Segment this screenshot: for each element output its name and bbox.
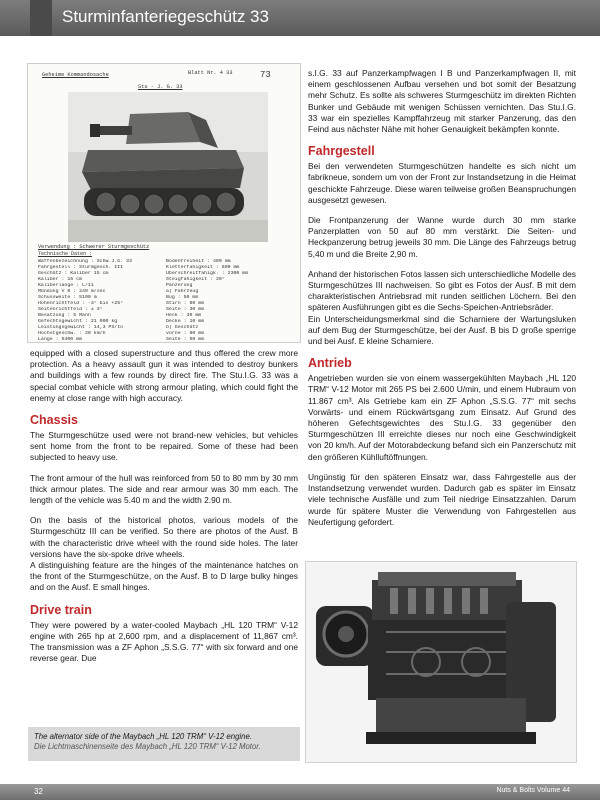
- heading-antrieb: Antrieb: [308, 356, 352, 371]
- en-chassis-p3: On the basis of the historical photos, various models of the Sturmgeschütz III can be verified. So there are photos of the Ausf. B with the characteristic drive wheel with the round side holes. The later versions have the six-spoke drive wheels.: [30, 515, 298, 559]
- german-column: [308, 68, 576, 537]
- doc-classification: Geheime Kommandosache: [42, 72, 109, 78]
- de-fahr-p3: Anhand der historischen Fotos lassen sich unterschiedliche Modelle des Sturmgeschützes III nachweisen. So gibt es Fotos der Ausf. B mit dem charakteristischen Antriebsrad mit runden seitlichen Löchern. Bei den späteren Ausführungen gibt es die Sechs-Speichen-Antriebsräder.: [308, 268, 576, 313]
- heading-chassis: Chassis: [30, 413, 78, 428]
- engine-photo: [306, 562, 576, 762]
- spec-row: Fahrgestell : Sturmgesch. III Kletterfähigkeit : 600 mm: [38, 265, 240, 270]
- spec-row: Schussweite : 5100 m Bug : 50 mm: [38, 295, 199, 300]
- doc-purpose: Verwendung : Schwerer Sturmgeschütz: [38, 244, 150, 250]
- caption-english: The alternator side of the Maybach „HL 120 TRM“ V-12 engine.: [34, 732, 252, 741]
- en-chassis-p1: The Sturmgeschütze used were not brand-new vehicles, but vehicles sent home from the front to be repaired. Some of these had been subjected to heavy use.: [30, 430, 298, 463]
- caption-german: Die Lichtmaschinenseite des Maybach „HL 120 TRM“ V-12 Motor.: [34, 742, 261, 751]
- doc-sheet-number: Blatt Nr. 4 33: [188, 70, 233, 76]
- spec-row: Seitenrichtfeld : ± 3° Seite : 30 mm: [38, 307, 205, 312]
- doc-mark: 73: [260, 70, 271, 80]
- doc-tech-head: Technische Daten :: [38, 251, 93, 257]
- spec-row: Besatzung : 5 Mann Heck : 30 mm: [38, 313, 202, 318]
- de-antrieb-p1: Angetrieben wurden sie von einem wassergekühlten Maybach „HL 120 TRM“ V-12 Motor mit 265 PS bei 2.600 U/min, und einem Hubraum von 11.867 cm³. Als Getriebe kam ein ZF Aphon „S.S.G. 77“ mit sechs Vorwärts- und einem Rückwärtsgang zum Einsatz. Auf Grund des höheren Gefechtsgewichtes des Stu.I.G. 33 gegenüber den Sturmgeschützen III erreichte dieses nur noch eine Geschwindigkeit von 20 km/h. Auf der Motorabdeckung befand sich ein Panzerschutz mit den größeren Kühlluftöffnungen.: [308, 373, 576, 462]
- spec-row: Mündung V 0 : 240 m/sec a) Fahrzeug: [38, 289, 199, 294]
- historic-spec-sheet: [28, 64, 300, 342]
- de-antrieb-p2: Ungünstig für den späteren Einsatz war, dass Fahrgestelle aus der Instandsetzung verwendet wurden. Dadurch gab es später im Einsatz viele technische Ausfälle und zum Teil niedrige Einsatzzahlen. Darum wurde für spätere Muster die Verwendung von Fahrgestellen aus Neufertigung gefordert.: [308, 471, 576, 527]
- en-intro: equipped with a closed superstructure and thus offered the crew more protection. As a heavy assault gun it was intended to destroy bunkers and buildings with a few rounds by direct fire. The Stu.I.G. 33 was a special combat vehicle with strong armour plating, which could fight the enemy at close range with high accuracy.: [30, 348, 298, 403]
- spec-row: Geschütz : Kaliber 15 cm Überschreitfähigk. : 2300 mm: [38, 271, 249, 276]
- spec-row: Länge : 5400 mm Seite : 50 mm: [38, 337, 205, 342]
- heading-fahrgestell: Fahrgestell: [308, 144, 375, 159]
- photo-caption: [28, 727, 300, 761]
- de-intro: s.I.G. 33 auf Panzerkampfwagen I B und Panzerkampfwagen II, mit einem geschlossenen Aufbau versehen und bot somit der Besatzung mehr Schutz. Es sollte als schweres Sturmgeschütz im direkten Richten Bunker und Gebäude mit wenigen Schüssen vernichten. Das Stu.I.G. 33 war ein spezielles Kampffahrzeug mit starker Panzerung, das den Feind aus nächster Nähe mit hoher Genauigkeit bekämpfen konnte.: [308, 68, 576, 135]
- en-chassis-p4: A distinguishing feature are the hinges of the maintenance hatches on the front of the Sturmgeschütze, on the Ausf. B to D large bulky hinges and on the Ausf. E small hinges.: [30, 560, 298, 593]
- page-number: 32: [34, 787, 43, 796]
- english-column: [30, 348, 298, 673]
- heading-drive-train: Drive train: [30, 602, 92, 617]
- spec-row: Leistungsgewicht : 14,3 PS/to b) Geschütz: [38, 325, 199, 330]
- page-footer: [0, 784, 600, 800]
- header-tab: [30, 0, 52, 36]
- de-fahr-p2: Die Frontpanzerung der Wanne wurde durch 30 mm starke Panzerplatten von 50 auf 80 mm verstärkt. Die Seiten- und Heckpanzerung betrug jeweils 30 mm. Die Länge des Fahrzeugs betrug 5,40 m und die Breite 2,90 m.: [308, 215, 576, 259]
- spec-row: Gefechtsgewicht : 21 000 kg Decke : 10 mm: [38, 319, 205, 324]
- spec-row: Waffenbezeichnung : Schw.J.G. 33 Bodenfreiheit : 400 mm: [38, 259, 231, 264]
- page-header: [0, 0, 600, 36]
- de-fahr-p4: Ein Unterscheidungsmerkmal sind die Scharniere der Wartungsluken auf dem Bug der Sturmgeschütze, bei der Ausf. B bis D große sperrige und bei Ausf. E kleine Scharniere.: [308, 313, 576, 347]
- spec-row: Kaliberlänge : L/11 Panzerung: [38, 283, 193, 288]
- spec-table: [38, 259, 290, 342]
- en-drive-p: They were powered by a water-cooled Maybach „HL 120 TRM“ V-12 engine with 265 hp at 2,600 rpm, and a displacement of 11,867 cm³. The transmission was a ZF Aphon „S.S.G. 77“ with six forward and one reverse gear. Due: [30, 619, 298, 664]
- tank-photo: [68, 92, 268, 242]
- en-chassis-p2: The front armour of the hull was reinforced from 50 to 80 mm by 30 mm thick armour plates. The side and rear armour was 30 mm each. The length of the vehicle was 5.40 m and the width 2.90 m.: [30, 472, 298, 506]
- spec-row: Höchstgeschw. : 20 km/h vorne : 80 mm: [38, 331, 205, 336]
- de-fahr-p1: Bei den verwendeten Sturmgeschützen handelte es sich nicht um fabrikneue, sondern um von der Front zur Instandsetzung in die Heimat geschickte Fahrzeuge. Diese waren teilweise großen Beanspruchungen ausgesetzt gewesen.: [308, 161, 576, 205]
- spec-row: Höhenrichtfeld : -3° bis +25° Stirn : 80 mm: [38, 301, 205, 306]
- doc-subtitle: Stu - J. G. 33: [138, 84, 183, 90]
- spec-row: Kaliber : 15 cm Steigfähigkeit : 30°: [38, 277, 225, 282]
- publication-volume: Nuts & Bolts Volume 44: [496, 787, 570, 794]
- page-title: Sturminfanteriegeschütz 33: [62, 7, 269, 26]
